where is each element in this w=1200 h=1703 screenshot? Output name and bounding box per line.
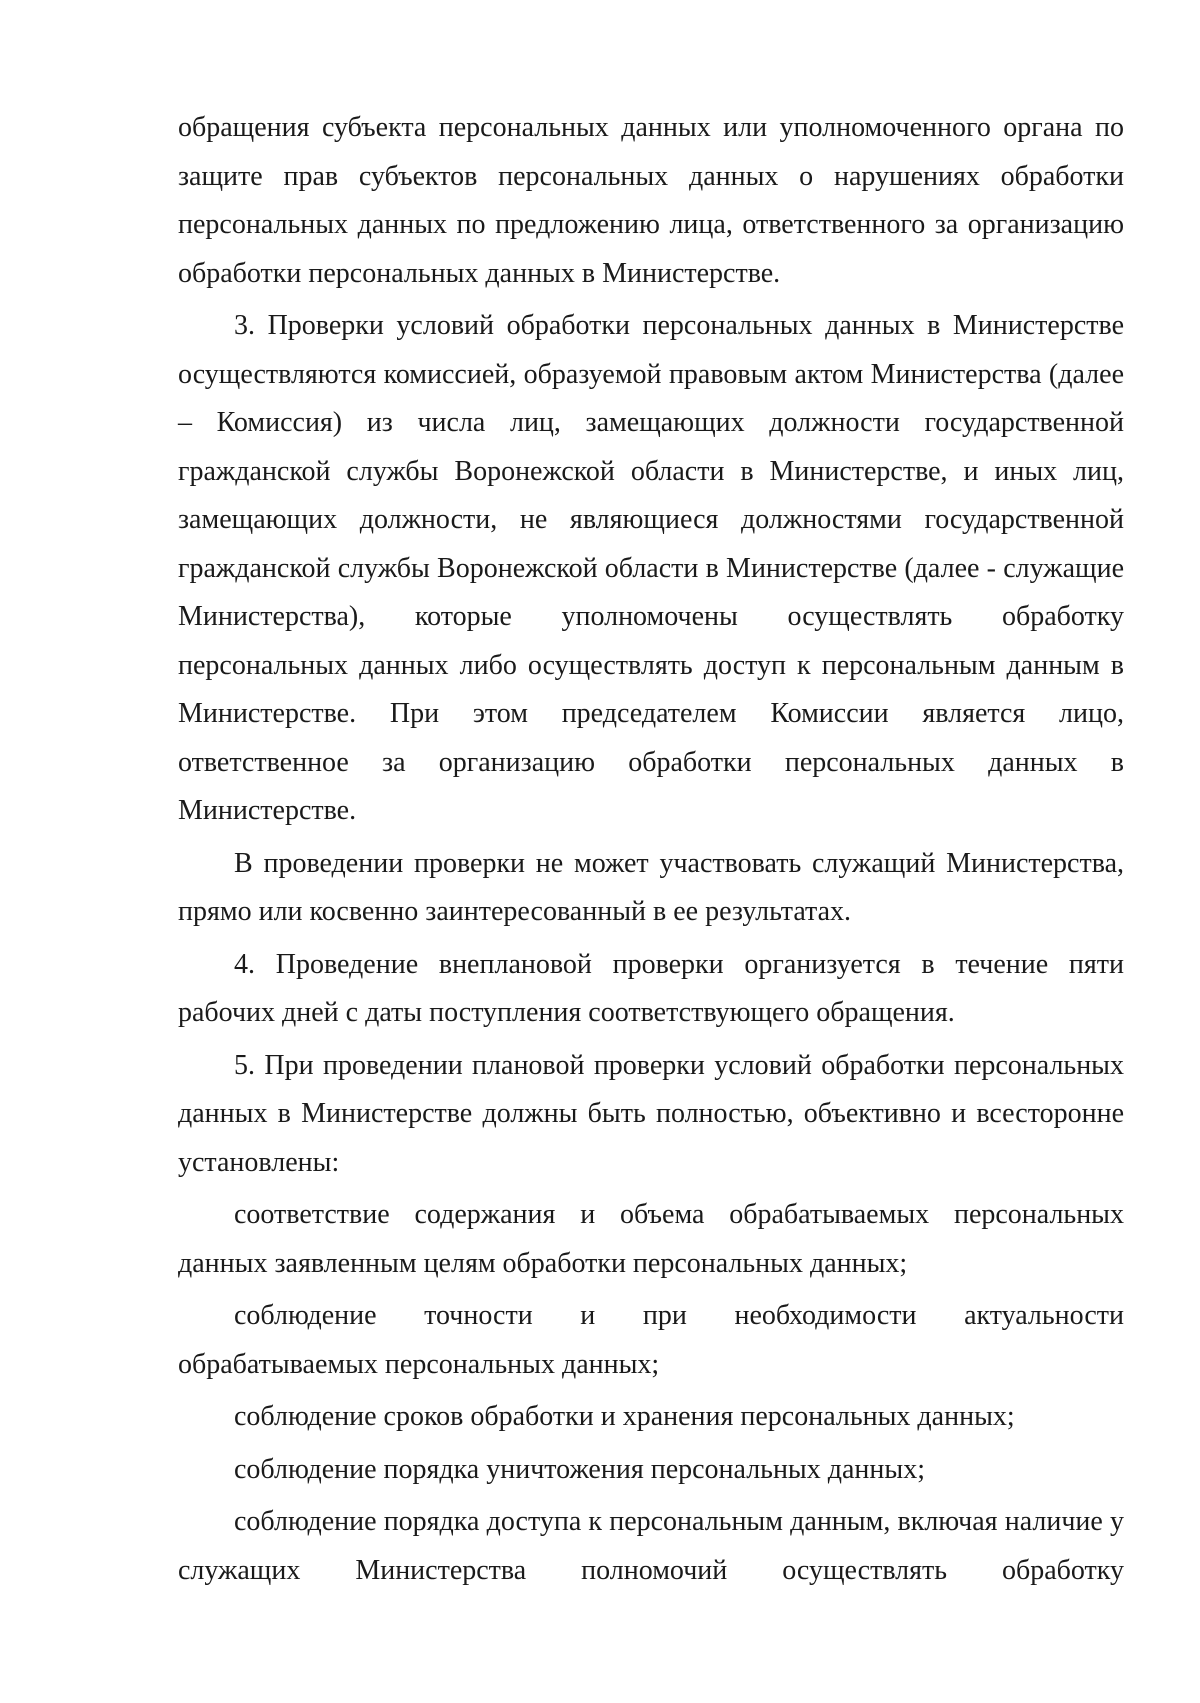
document-body (178, 104, 1124, 1595)
list-item-destruction-order: соблюдение порядка уничтожения персональных данных; (234, 1453, 925, 1485)
paragraph-continuation: обращения субъекта персональных данных или уполномоченного органа по защите прав субъектов персональных данных о нарушениях обработки персональных данных по предложению лица, ответственного за организацию обработки персональных данных в Министерстве. (178, 112, 1124, 289)
list-item-accuracy: соблюдение точности и при необходимости актуальности обрабатываемых персональных данных; (178, 1300, 1124, 1380)
paragraph-clause-4: 4. Проведение внеплановой проверки организуется в течение пяти рабочих дней с даты поступления соответствующего обращения. (178, 948, 1124, 1028)
list-item-content-volume: соответствие содержания и объема обрабатываемых персональных данных заявленным целям обработки персональных данных; (178, 1199, 1124, 1279)
list-item-access-order: соблюдение порядка доступа к персональным данным, включая наличие у служащих Министерства полномочий осуществлять обработку (178, 1506, 1124, 1586)
paragraph-conflict-of-interest: В проведении проверки не может участвовать служащий Министерства, прямо или косвенно заинтересованный в ее результатах. (178, 847, 1124, 927)
list-item-retention-terms: соблюдение сроков обработки и хранения персональных данных; (234, 1401, 1015, 1432)
paragraph-clause-5: 5. При проведении плановой проверки условий обработки персональных данных в Министерстве должны быть полностью, объективно и всесторонне установлены: (178, 1049, 1124, 1178)
paragraph-clause-3: 3. Проверки условий обработки персональных данных в Министерстве осуществляются комиссией, образуемой правовым актом Министерства (далее – Комиссия) из числа лиц, замещающих должности государственной гражданской службы Воронежской области в Министерстве, и иных лиц, замещающих должности, не являющиеся должностями государственной гражданской службы Воронежской области в Министерстве (далее - служащие Министерства), которые уполномочены осуществлять обработку персональных данных либо осуществлять доступ к персональным данным в Министерстве. При этом председателем Комиссии является лицо, ответственное за организацию обработки персональных данных в Министерстве. (178, 310, 1124, 826)
